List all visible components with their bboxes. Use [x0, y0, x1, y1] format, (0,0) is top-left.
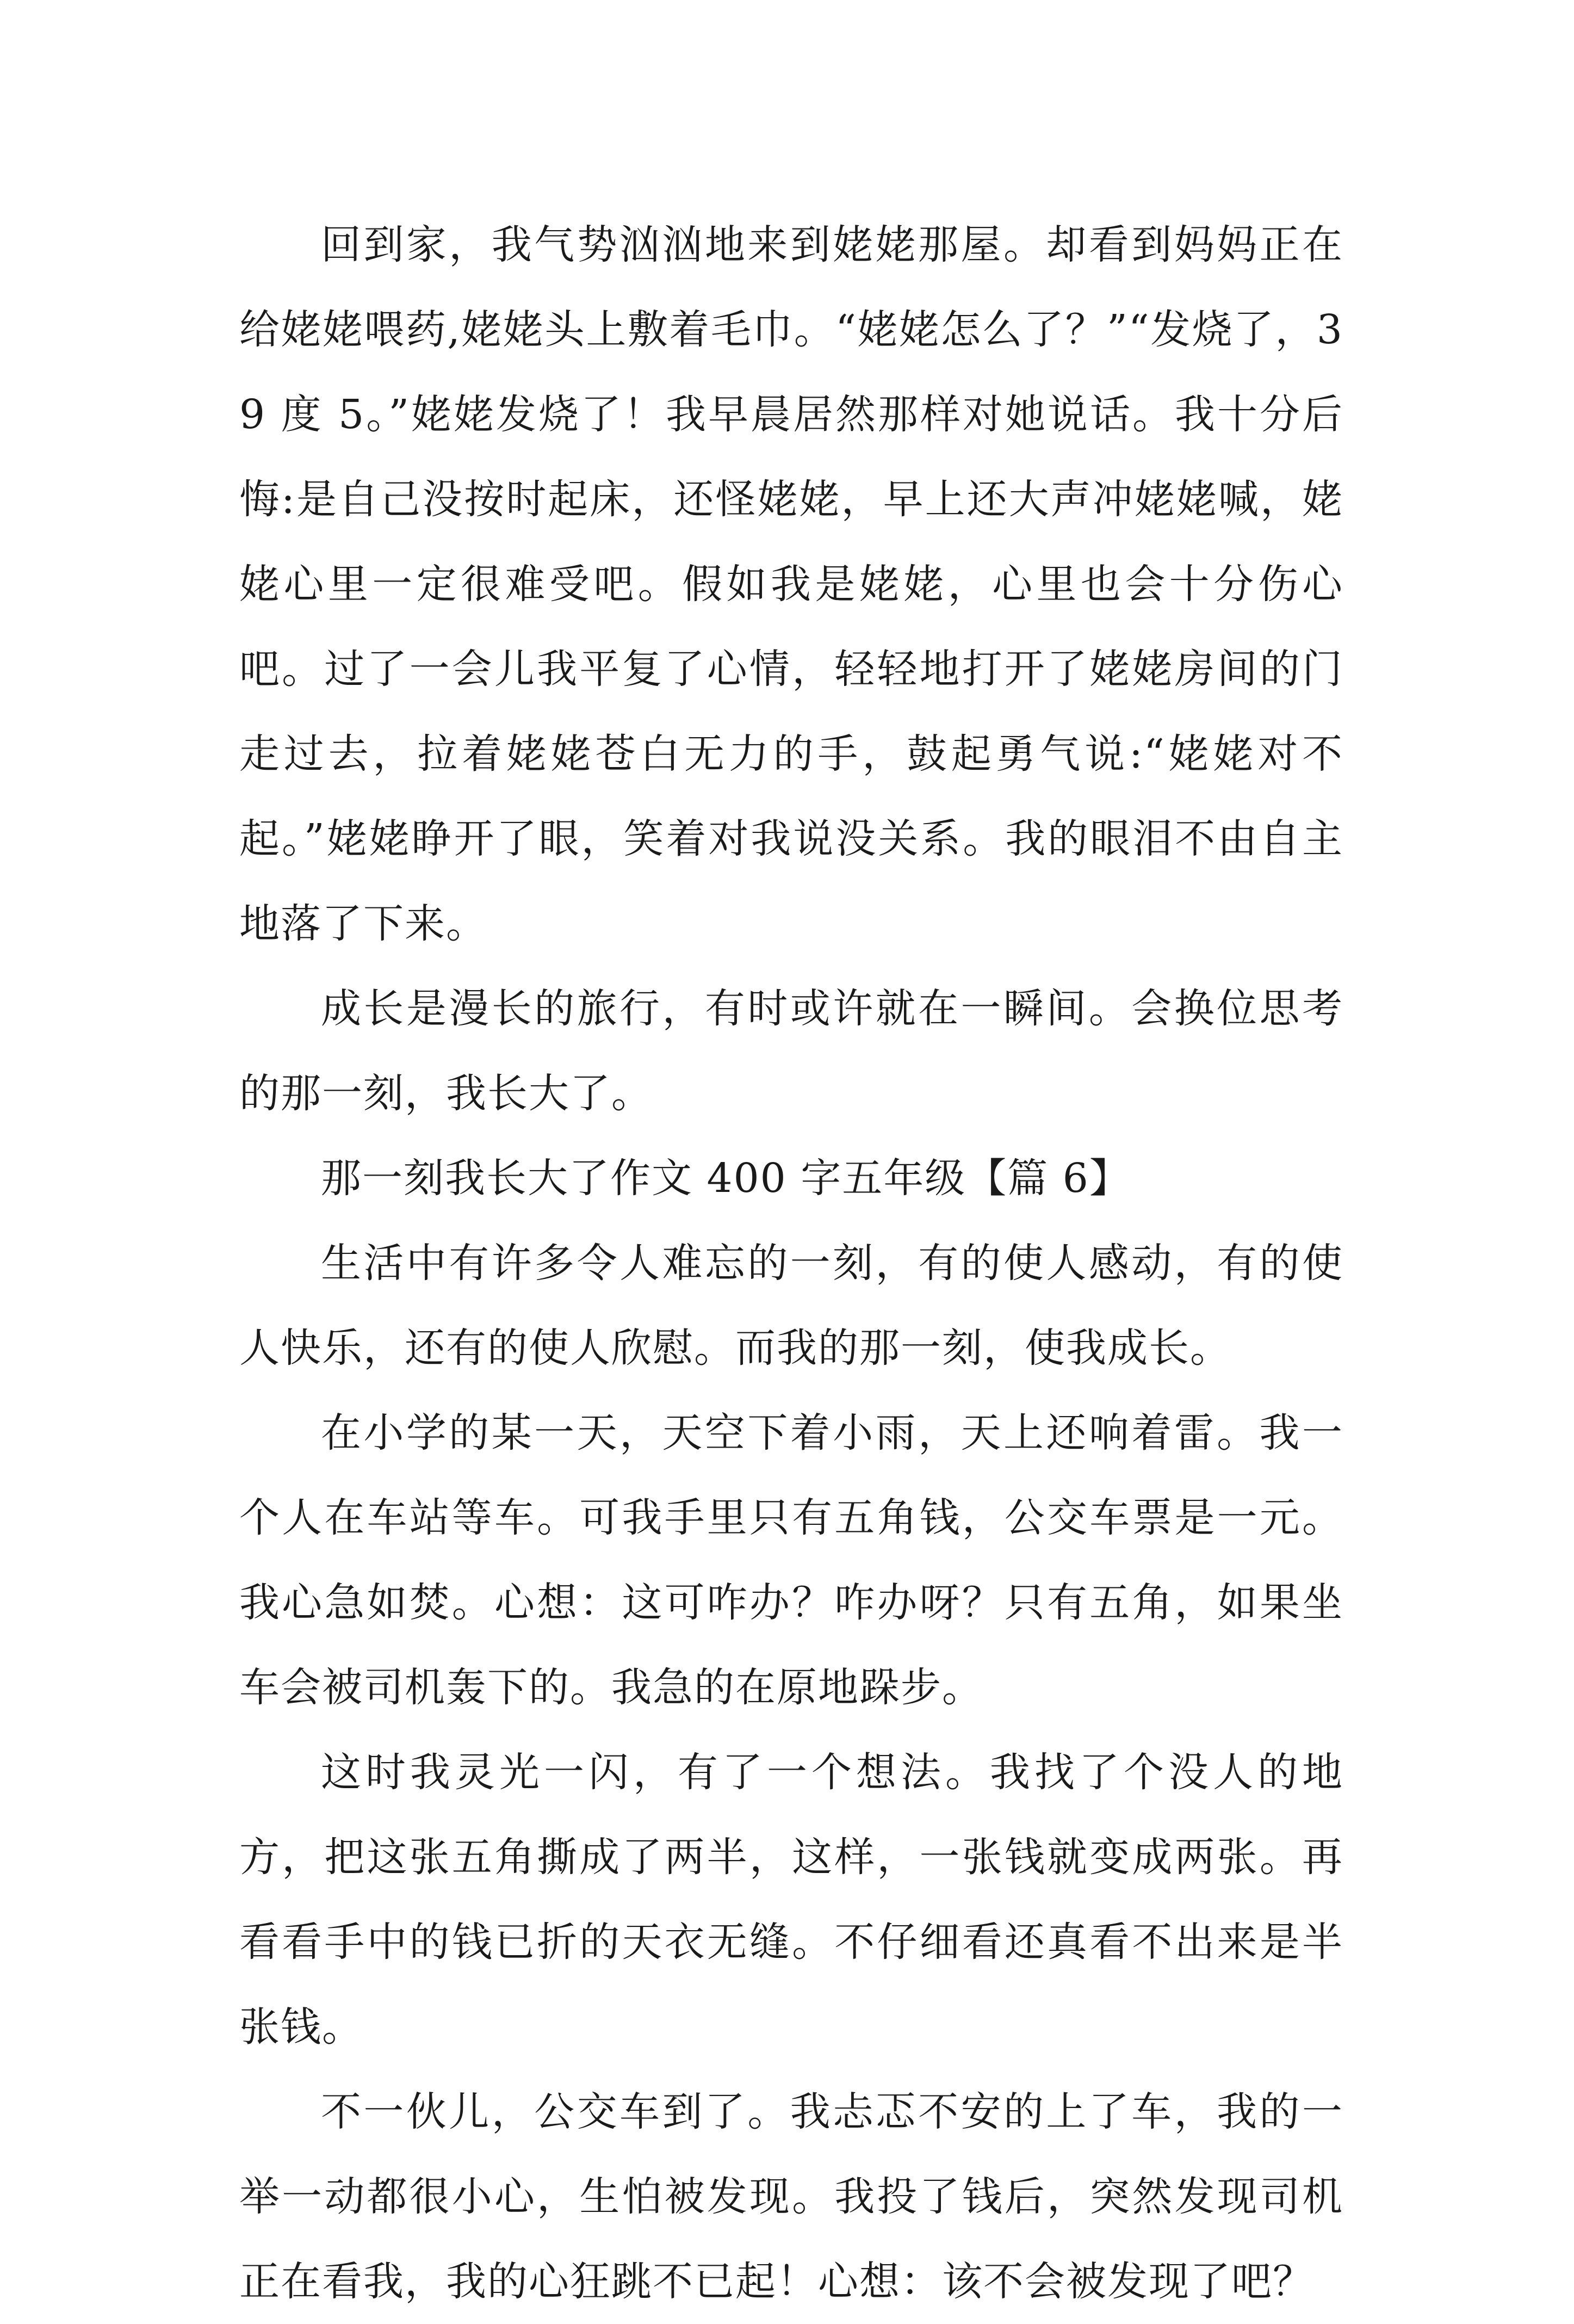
paragraph: 回到家，我气势汹汹地来到姥姥那屋。却看到妈妈正在给姥姥喂药,姥姥头上敷着毛巾。“姥姥怎么了？”“发烧了，39 度 5。”姥姥发烧了！我早晨居然那样对她说话。我十分后悔:是自己没按时起床，还怪姥姥，早上还大声冲姥姥喊，姥姥心里一定很难受吧。假如我是姥姥，心里也会十分伤心吧。过了一会儿我平复了心情，轻轻地打开了姥姥房间的门走过去，拉着姥姥苍白无力的手，鼓起勇气说:“姥姥对不起。”姥姥睁开了眼，笑着对我说没关系。我的眼泪不由自主地落了下来。: [239, 221, 1343, 947]
paragraph: 生活中有许多令人难忘的一刻，有的使人感动，有的使人快乐，还有的使人欣慰。而我的那一刻，使我成长。: [239, 1240, 1343, 1371]
section-heading: 那一刻我长大了作文 400 字五年级【篇 6】: [321, 1155, 1131, 1202]
paragraph: 这时我灵光一闪，有了一个想法。我找了个没人的地方，把这张五角撕成了两半，这样，一张钱就变成两张。再看看手中的钱已折的天衣无缝。不仔细看还真看不出来是半张钱。: [239, 1749, 1343, 2050]
paragraph: 成长是漫长的旅行，有时或许就在一瞬间。会换位思考的那一刻，我长大了。: [239, 985, 1343, 1117]
paragraph: 在小学的某一天，天空下着小雨，天上还响着雷。我一个人在车站等车。可我手里只有五角钱，公交车票是一元。我心急如焚。心想：这可咋办？咋办呀？只有五角，如果坐车会被司机轰下的。我急的在原地跺步。: [239, 1410, 1343, 1711]
paragraph: 不一伙儿，公交车到了。我忐忑不安的上了车，我的一举一动都很小心，生怕被发现。我投了钱后，突然发现司机正在看我，我的心狂跳不已起！心想：该不会被发现了吧？: [239, 2088, 1343, 2305]
document-body: [239, 202, 1343, 2324]
